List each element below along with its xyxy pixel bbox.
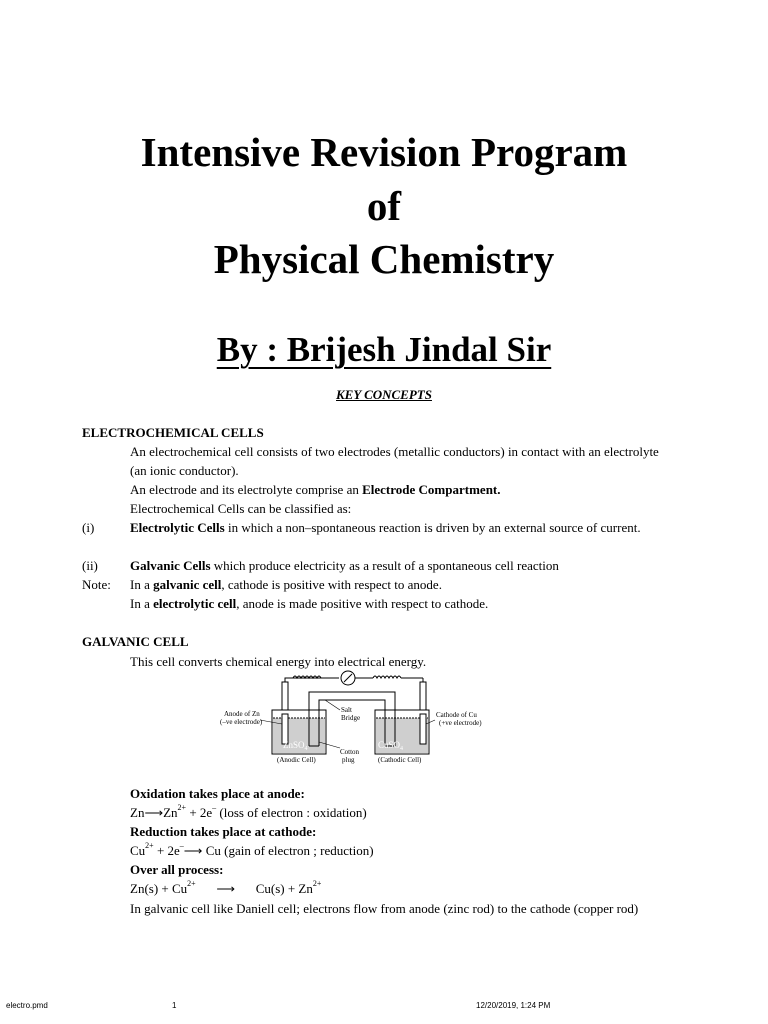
reaction-arrow-icon: ⟶ bbox=[183, 843, 203, 858]
note-label: Note: bbox=[82, 577, 111, 592]
note-line: In a electrolytic cell, anode is made positive with respect to cathode. bbox=[130, 596, 489, 611]
cathode-label: Cathode of Cu bbox=[436, 711, 477, 719]
key-concepts-heading: KEY CONCEPTS bbox=[336, 387, 432, 402]
note-line: In a galvanic cell, cathode is positive with respect to anode. bbox=[130, 577, 442, 592]
oxidation-equation: $Zn⟶Zn^{2+} + 2e^-$ (loss of electron : oxidation) bbox=[130, 803, 367, 820]
cotton-plug-label-2: plug bbox=[342, 756, 355, 764]
paragraph: This cell converts chemical energy into electrical energy. bbox=[130, 654, 427, 669]
paragraph: (an ionic conductor). bbox=[130, 463, 239, 478]
section-heading-electrochemical-cells: ELECTROCHEMICAL CELLS bbox=[82, 425, 264, 440]
anodic-cell-label: (Anodic Cell) bbox=[277, 756, 316, 764]
list-item: Galvanic Cells which produce electricity as a result of a spontaneous cell reaction bbox=[130, 558, 559, 573]
salt-bridge-label: Salt bbox=[341, 706, 352, 714]
page-title-line-2: of bbox=[366, 183, 402, 229]
page-title-line-3: Physical Chemistry bbox=[213, 236, 555, 282]
cathodic-cell-label: (Cathodic Cell) bbox=[378, 756, 422, 764]
left-solution-label: ZnSO$_4$ bbox=[283, 740, 308, 752]
footer-filename: electro.pmd bbox=[6, 1001, 48, 1010]
overall-equation: $Zn(s) + Cu^{2+}$ ⟶ $Cu(s) + Zn^{2+}$ bbox=[130, 879, 322, 896]
right-solution-label: CuSO$_4$ bbox=[378, 740, 404, 752]
cotton-plug-label: Cotton bbox=[340, 748, 360, 756]
anode-label: Anode of Zn bbox=[224, 710, 260, 718]
footer-datetime: 12/20/2019, 1:24 PM bbox=[476, 1001, 551, 1010]
reaction-arrow-icon: ⟶ bbox=[144, 805, 164, 820]
cathode-polarity-label: (+ve electrode) bbox=[439, 719, 482, 727]
list-marker: (i) bbox=[82, 520, 95, 535]
reduction-equation: $Cu^{2+}$ + 2e–⟶ Cu (gain of electron ; reduction) bbox=[130, 841, 374, 858]
list-marker: (ii) bbox=[82, 558, 98, 573]
section-heading-galvanic-cell: GALVANIC CELL bbox=[82, 634, 189, 649]
paragraph: Electrochemical Cells can be classified as: bbox=[130, 501, 352, 516]
overall-heading: Over all process: bbox=[130, 862, 224, 877]
paragraph: An electrode and its electrolyte comprise an Electrode Compartment. bbox=[130, 482, 501, 497]
list-item: Electrolytic Cells in which a non–spontaneous reaction is driven by an external source of current. bbox=[130, 520, 641, 535]
reduction-heading: Reduction takes place at cathode: bbox=[130, 824, 317, 839]
footer-page-number: 1 bbox=[172, 1001, 177, 1010]
page-title-line-1: Intensive Revision Program bbox=[140, 129, 628, 175]
reaction-arrow-icon: ⟶ bbox=[216, 881, 235, 896]
anode-polarity-label: (–ve electrode) bbox=[220, 718, 263, 726]
oxidation-heading: Oxidation takes place at anode: bbox=[130, 786, 305, 801]
galvanic-cell-diagram bbox=[215, 668, 495, 770]
salt-bridge-label-2: Bridge bbox=[341, 714, 361, 722]
paragraph: An electrochemical cell consists of two electrodes (metallic conductors) in contact with an electrolyte bbox=[130, 444, 659, 459]
paragraph: In galvanic cell like Daniell cell; electrons flow from anode (zinc rod) to the cathode (copper rod) bbox=[130, 901, 639, 916]
author-byline: By : Brijesh Jindal Sir bbox=[216, 330, 552, 369]
